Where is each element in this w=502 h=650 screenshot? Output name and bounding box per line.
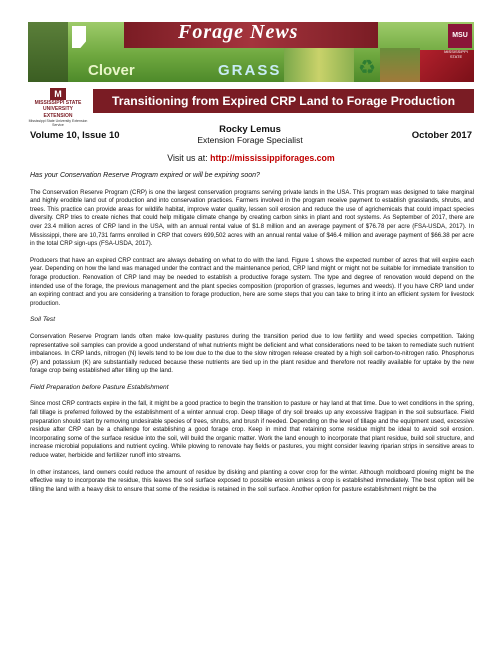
paragraph: In other instances, land owners could reduce the amount of residue by disking and planting a cover crop for the winter. Although moldboard plowing might be the effective way to incorporate the residue, this leaves the soil surface exposed to possible erosion unless a crop is established immediately. The best option will be tilling the land with a heavy disk to ensure that some of the residue is retained in the soil surface. Another option for pasture establishment might be the — [30, 468, 474, 493]
msu-m-icon: M — [50, 88, 66, 100]
visit-line — [0, 153, 502, 163]
banner-clover-text: Clover — [88, 62, 135, 79]
cattle-photo — [28, 22, 68, 82]
paragraph: Producers that have an expired CRP contract are always debating on what to do with the land. Figure 1 shows the expected number of acres that will expire each year. Depending on how the land was managed under the contract and the maintenance period, CRP land might or might not be suitable for immediate transition to forage production. Renovation of CRP land may be needed to establish a productive forage system. The type and degree of renovation would depend on the intended use of the forage, the previous management and the plant species composition (proportion of grasses, legumes and weeds). If you have CRP land under an expiring contract and you are considering a transition to forage production, here are some steps that you can take to bring it into an efficient system for livestock production. — [30, 256, 474, 307]
paragraph: The Conservation Reserve Program (CRP) is one the largest conservation programs serving private lands in the USA. This program was designed to take marginal and highly erodible land out of production and into conservation practices. Farmers involved in the program receive payment to establish grasslands, shrubs, and trees. This practice can provide areas for wildlife habitat, improve water quality, lessen soil erosion and reduce the use of agrichemicals that could impact species diversity. CRP tries to create niches that could help mitigate climate change by creating carbon sinks in plant and root systems. As September of 2017, there are over 23.4 million acres of CRP land in the USA, with an annual rental value of $1.8 million and an average payment of $76.78 per acre (FSA-USDA, 2017). In Mississippi, there are 10,731 farms enrolled in CRP that covers 699,502 acres with an annual rental value of $46.4 million and average payment of $66.38 per acre in the total CRP sign-ups (FSA-USDA, 2017). — [30, 188, 474, 248]
university-seal: MSU — [448, 24, 472, 48]
logo-extension: EXTENSION — [43, 113, 73, 119]
section-heading-soil-test: Soil Test — [30, 316, 56, 324]
grass-photo — [284, 48, 354, 82]
logo-subtitle: Mississippi State University Extension Service — [28, 119, 88, 127]
paragraph: Since most CRP contracts expire in the fall, it might be a good practice to begin the transition to pasture or hay land at that time. Due to wet conditions in the spring, fall tillage is preferred followed by the establishment of a winter annual crop. Deep tillage of dry soil breaks up any excessive fragipan in the soil subsurface. Field preparation should start by removing undesirable species of trees, shrubs, and brush if needed. Depending on the level of tillage and the equipment used, excessive residue after CRP can be a challenge for establishing a good forage crop. Keep in mind that retaining some residue might be ideal to avoid soil erosion. Incorporating some of the surface residue into the soil, will build the organic matter. Work the land enough to incorporate that plant residue, build soil structure, and increase microbial populations and nutrient cycling. While plowing to renovate hay fields or pastures, you might consider leaving riparian strips in sensitive areas to reduce water, herbicide and fertilizer runoff into streams. — [30, 400, 474, 460]
banner-title: Forage News — [178, 22, 299, 43]
visit-prefix: Visit us at: — [167, 153, 211, 163]
paragraph: Conservation Reserve Program lands often make low-quality pastures during the transition period due to low fertility and weed species competition. Taking representative soil samples can provide a good understand of what nutrients might be deficient and what considerations need to be taken to remediate such nutrient imbalances. In CRP lands, nitrogen (N) levels tend to be low due to the due to the slow nitrogen release created by a high soil carbon-to-nitrogen ratio. Phosphorus (P) and potassium (K) are substantially reduced because these nutrients are tied up in the plant residue and therefore not readily available for uptake by the new forage crop being established after tilling up the land. — [30, 332, 474, 375]
masthead-banner — [28, 22, 474, 82]
author-block — [160, 124, 340, 146]
banner-grass-text: GRASS — [218, 62, 282, 79]
article-body — [30, 172, 474, 502]
issue-date: October 2017 — [411, 130, 472, 141]
logo-university-2: UNIVERSITY — [42, 106, 73, 112]
hay-photo — [380, 48, 420, 82]
author-name: Rocky Lemus — [219, 124, 281, 135]
seal-caption: MISSISSIPPI STATE — [444, 49, 468, 59]
msu-extension-logo — [28, 88, 88, 127]
mississippi-map-icon — [72, 26, 86, 48]
section-heading-field-preparation: Field Preparation before Pasture Establishment — [30, 383, 169, 391]
logo-university: MISSISSIPPI STATE — [34, 100, 82, 106]
issue-number: Volume 10, Issue 10 — [30, 130, 120, 141]
article-title: Transitioning from Expired CRP Land to Forage Production — [93, 89, 474, 113]
website-link[interactable]: http://mississippiforages.com — [210, 153, 335, 163]
recycle-icon: ♻ — [358, 57, 376, 79]
lead-question: Has your Conservation Reserve Program expired or will be expiring soon? — [30, 172, 260, 179]
author-role: Extension Forage Specialist — [197, 135, 303, 145]
